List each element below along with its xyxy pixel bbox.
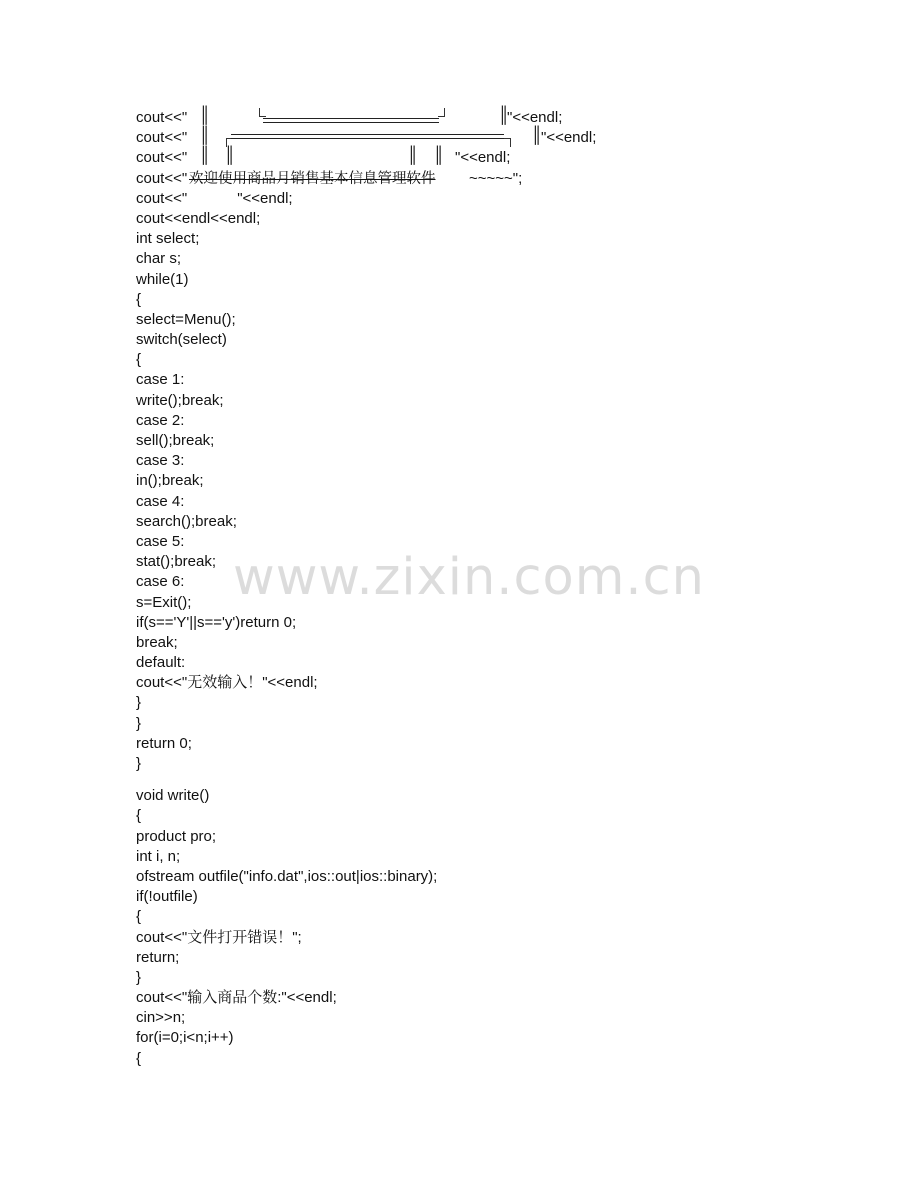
code-line: for(i=0;i<n;i++) (136, 1029, 234, 1047)
code-block-write (136, 786, 856, 1069)
code-line: return 0; (136, 734, 192, 752)
endl-suffix: "<<endl; (541, 129, 597, 147)
welcome-line (136, 169, 856, 189)
code-line: case 2: (136, 411, 185, 429)
code-line: case 3: (136, 452, 185, 470)
code-line: case 1: (136, 371, 185, 389)
welcome-suffix: ~~~~~"; (469, 169, 523, 187)
code-line: char s; (136, 250, 182, 268)
endl-suffix: "<<endl; (455, 149, 511, 167)
code-line: cout<<" "<<endl; (136, 189, 293, 207)
cout-prefix: cout<<" (136, 109, 188, 126)
paragraph-gap (136, 774, 856, 786)
cout-prefix: cout<<" (136, 169, 188, 187)
code-line: { (136, 807, 142, 825)
code-line: cin>>n; (136, 1009, 186, 1027)
code-line: } (136, 714, 142, 732)
code-line: return; (136, 948, 180, 966)
code-line: int i, n; (136, 847, 181, 865)
double-bar-glyph: ║ (433, 147, 444, 165)
box-corner-glyph (259, 108, 266, 117)
double-bar-glyph: ║ (199, 127, 210, 145)
code-block-main (136, 209, 856, 774)
code-line: default: (136, 654, 186, 672)
double-bar-glyph: ║ (531, 127, 542, 145)
code-line: search();break; (136, 512, 237, 530)
watermark: www.zixin.com.cn (233, 548, 705, 607)
code-line: write();break; (136, 391, 224, 409)
code-line: ofstream outfile("info.dat",ios::out|ios::binary); (136, 867, 438, 885)
double-bar-glyph: ║ (224, 147, 235, 165)
cout-prefix: cout<<" (136, 149, 188, 167)
code-line: int select; (136, 230, 200, 248)
code-line: cout<<"无效输入！"<<endl; (136, 674, 318, 692)
code-line: cout<<endl<<endl; (136, 209, 261, 227)
code-line: s=Exit(); (136, 593, 192, 611)
code-line: select=Menu(); (136, 310, 236, 328)
double-rule-glyph (263, 118, 439, 123)
code-line: while(1) (136, 270, 189, 288)
cout-prefix: cout<<" (136, 129, 188, 147)
code-line: product pro; (136, 827, 217, 845)
code-line: stat();break; (136, 553, 217, 571)
double-bar-glyph: ║ (199, 147, 210, 165)
double-bar-glyph: ║ (407, 147, 418, 165)
code-line: } (136, 694, 142, 712)
box-art-line-3 (136, 148, 856, 168)
box-art-line-1 (136, 108, 856, 128)
code-line: if(s=='Y'||s=='y')return 0; (136, 613, 297, 631)
double-bar-glyph: ║ (498, 107, 509, 124)
box-corner-glyph (504, 138, 511, 147)
code-line: cout<<"输入商品个数:"<<endl; (136, 989, 337, 1007)
code-line: } (136, 755, 142, 772)
code-line: { (136, 908, 142, 926)
box-art-line-2 (136, 128, 856, 148)
double-rule-glyph (231, 134, 504, 139)
code-line: { (136, 290, 142, 308)
code-line: sell();break; (136, 432, 215, 449)
code-line: } (136, 968, 142, 986)
code-line: if(!outfile) (136, 888, 198, 906)
code-line: break; (136, 633, 178, 651)
code-line: case 6: (136, 573, 185, 591)
code-line: cout<<"文件打开错误！"; (136, 928, 302, 946)
code-line: { (136, 1049, 142, 1067)
code-line: case 4: (136, 492, 185, 510)
double-bar-glyph: ║ (199, 107, 210, 124)
code-line: in();break; (136, 472, 204, 490)
endl-suffix: "<<endl; (507, 109, 563, 126)
code-line: { (136, 351, 142, 369)
code-line: void write() (136, 787, 210, 805)
welcome-text: 欢迎使用商品月销售基本信息管理软件 (189, 170, 436, 187)
box-corner-glyph (438, 108, 445, 117)
code-line: case 5: (136, 532, 185, 550)
code-line: switch(select) (136, 331, 227, 349)
